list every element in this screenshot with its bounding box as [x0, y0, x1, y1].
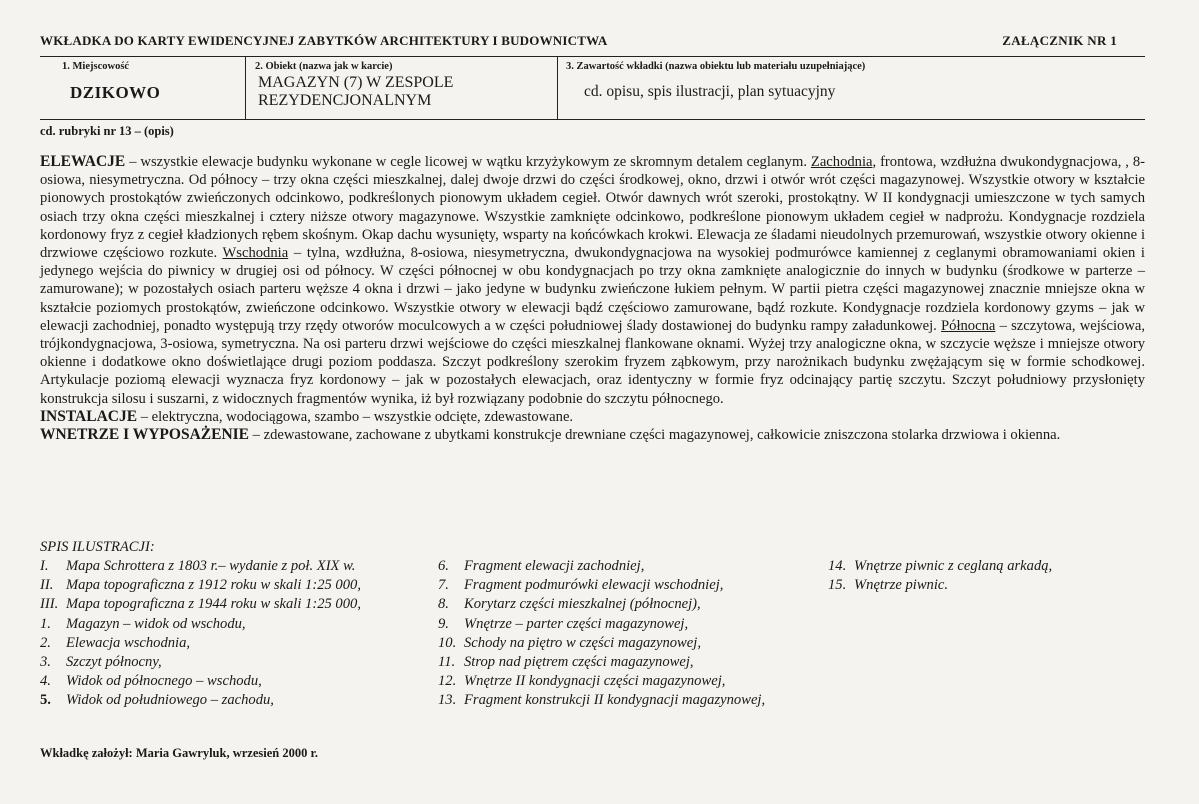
continuation-label: cd. rubryki nr 13 – (opis) — [40, 124, 174, 138]
list-item — [40, 672, 361, 691]
item-text: Wnętrze piwnic z ceglaną arkadą, — [854, 558, 1053, 574]
item-text: Widok od północnego – wschodu, — [66, 673, 262, 690]
list-item — [40, 634, 361, 653]
installations-text: – elektryczna, wodociągowa, szambo – wszystkie odcięte, zdewastowane. — [137, 408, 574, 425]
item-number: III. — [40, 596, 59, 613]
illustrations-column-3 — [828, 557, 1052, 595]
object-value: MAGAZYN (7) W ZESPOLE REZYDENCJONALNYM — [258, 74, 454, 109]
list-item — [40, 595, 361, 614]
item-text: Fragment elewacji zachodniej, — [464, 558, 645, 574]
installations-heading: INSTALACJE — [40, 407, 138, 425]
list-item — [828, 576, 1052, 595]
west-elevation-heading: Zachodnia — [810, 154, 873, 170]
list-item — [40, 576, 361, 595]
item-number: 1. — [40, 615, 51, 632]
locality-value: DZIKOWO — [70, 83, 161, 102]
item-text: Mapa topograficzna z 1912 roku w skali 1:25 000, — [66, 577, 361, 594]
list-item — [438, 653, 765, 672]
interior-heading: WNETRZE I WYPOSAŻENIE — [40, 426, 250, 444]
description-text — [40, 153, 1145, 444]
item-number: 2. — [40, 634, 51, 651]
table-divider-2 — [557, 56, 558, 119]
interior-text: – zdewastowane, zachowane z ubytkami konstrukcje drewniane części magazynowej, całkowicie zniszczona stolarka drzwiowa i okienna. — [249, 427, 1061, 444]
item-text: Szczyt północny, — [66, 654, 162, 671]
north-elevation-text: – szczytowa, wejściowa, trójkondygnacjowa, 3-osiowa, symetryczna. Na osi parteru drzwi wejściowe do części mieszkalnej flankowane oknami. Wyżej trzy analogiczne okna, w szczycie węższe i mniejsze otwory okienne i dodatkowe okno doświetlające drugi poziom poddasza. Szczyt podkreślony szerokim fryzem ząbkowym, przy narożnikach budynku zwężającym się w formie schodkowej. Artykulacje poziomą elewacji wyznacza fryz kordonowy – jak w pozostałych elewacjach, oraz identyczny w formie fryz odcinający partię szczytu. Szczyt południowy przysłonięty konstrukcja silosu i suszarni, z widocznych fragmentów wynika, iż był rozwiązany podobnie do szczytu północnego. — [40, 317, 1145, 407]
document-title: WKŁADKA DO KARTY EWIDENCYJNEJ ZABYTKÓW ARCHITEKTURY I BUDOWNICTWA — [40, 33, 608, 48]
interior-paragraph — [40, 426, 1145, 444]
item-text: Wnętrze II kondygnacji części magazynowej, — [464, 673, 726, 690]
illustrations-heading: SPIS ILUSTRACJI: — [40, 539, 155, 555]
item-text: Schody na piętro w części magazynowej, — [464, 634, 701, 651]
item-number: 14. — [828, 558, 847, 574]
item-number: 9. — [438, 615, 449, 632]
installations-paragraph — [40, 408, 1145, 426]
item-number: 6. — [438, 558, 449, 574]
list-item — [828, 557, 1052, 576]
west-elevation-text: , frontowa, wzdłużna dwukondygnacjowa, , 8- osiowa, niesymetryczna. Od północy – trzy okna części mieszkalnej, dalej dwoje drzwi do części środkowej, okno, drzwi i otwór wrót części magazynowej. Wszystkie otwory w kształcie pionowych prostokątów zwieńczonych odcinkowo, podkreślonych pionowym układem cegieł. Otwór dawnych wrót szeroki, prostokątny. W II kondygnacji umieszczone w tych samych osiach trzy okna części mieszkalnej i cztery niższe otwory magazynowe. Wszystkie zamknięte odcinkowo, podkreślone pionowym układem cegieł w nadprożu. Kondygnacje rozdziela kordonowy fryz z cegieł kładzionych rębem skośnym. Okap dachu wysunięty, wsparty na końcówkach krokwi. Elewacja ze śladami nieudolnych przemurowań, wszystkie otwory okienne i drzwiowe częściowo rozkute. — [40, 154, 1145, 262]
item-text: Elewacja wschodnia, — [66, 634, 191, 651]
list-item — [438, 634, 765, 653]
item-text: Wnętrze – parter części magazynowej, — [464, 615, 689, 632]
list-item — [438, 595, 765, 614]
locality-label: 1. Miejscowość — [62, 61, 130, 72]
list-item — [438, 557, 765, 576]
item-text: Korytarz części mieszkalnej (północnej), — [464, 596, 701, 613]
table-divider-1 — [245, 56, 246, 119]
elevations-intro: – wszystkie elewacje budynku wykonane w cegle licowej w wątku krzyżykowym ze skromnym detalem ceglanym. — [125, 154, 811, 170]
item-number: 7. — [438, 577, 449, 594]
east-elevation-heading: Wschodnia — [222, 245, 289, 262]
table-top-border — [40, 56, 1145, 57]
elevations-heading: ELEWACJE — [40, 153, 126, 170]
list-item — [40, 653, 361, 672]
elevations-paragraph — [40, 153, 1145, 408]
list-item — [40, 615, 361, 634]
author-note: Wkładkę założył: Maria Gawryluk, wrzesień 2000 r. — [40, 746, 318, 760]
item-number: 12. — [438, 673, 457, 690]
item-number: 4. — [40, 673, 51, 690]
list-item — [438, 672, 765, 691]
east-elevation-text: – tylna, wzdłużna, 8-osiowa, niesymetryczna, dwukondygnacjowa na wysokiej podmurówce kamiennej z ceglanymi obramowaniami okien i jedynego wejścia do piwnicy w drugiej osi od północy. W części północnej w obu kondygnacjach po trzy okna zamknięte analogicznie do innych w budynku (środkowe w parterze – zamurowane); w pozostałych osiach parteru węższe 4 okna i drzwi – jako jedyne w budynku zwieńczone łukiem pełnym. W partii pietra części magazynowej znacznie mniejsze okna w kształcie poziomych prostokątów, zwieńczone odcinkowo. Wszystkie otwory w elewacji bądź częściowo zamurowane, bądź rozkute. Kondygnacje rozdziela kordonowy gzyms – jak w elewacji zachodniej, ponadto występują trzy rzędy otworów moculcowych a w części południowej ślady dostawionej do budynku rampy załadunkowej. — [40, 245, 1145, 334]
item-text: Fragment podmurówki elewacji wschodniej, — [464, 577, 724, 594]
item-text: Strop nad piętrem części magazynowej, — [464, 654, 694, 671]
illustrations-column-1 — [40, 557, 361, 711]
annex-number: ZAŁĄCZNIK NR 1 — [1002, 33, 1117, 48]
list-item — [438, 615, 765, 634]
list-item — [40, 691, 361, 710]
item-number: 13. — [438, 692, 457, 709]
content-value: cd. opisu, spis ilustracji, plan sytuacyjny — [584, 83, 836, 100]
list-item — [438, 576, 765, 595]
item-text: Mapa topograficzna z 1944 roku w skali 1:25 000, — [66, 596, 361, 613]
item-number: I. — [40, 558, 49, 574]
illustrations-column-2 — [438, 557, 765, 711]
item-text: Fragment konstrukcji II kondygnacji magazynowej, — [464, 692, 766, 709]
list-item — [40, 557, 361, 576]
item-number: 11. — [438, 654, 456, 671]
content-label: 3. Zawartość wkładki (nazwa obiektu lub materiału uzupełniające) — [566, 61, 866, 72]
item-number: 5. — [40, 692, 51, 709]
item-number: 10. — [438, 634, 457, 651]
item-text: Mapa Schrottera z 1803 r.– wydanie z poł. XIX w. — [66, 558, 356, 574]
item-number: 8. — [438, 596, 449, 613]
item-number: II. — [40, 577, 54, 594]
item-text: Wnętrze piwnic. — [854, 577, 949, 594]
item-text: Widok od południowego – zachodu, — [66, 692, 274, 709]
table-bottom-border — [40, 119, 1145, 120]
item-number: 15. — [828, 577, 847, 594]
item-text: Magazyn – widok od wschodu, — [66, 615, 246, 632]
item-number: 3. — [40, 654, 51, 671]
list-item — [438, 691, 765, 710]
north-elevation-heading: Północna — [941, 317, 996, 334]
object-label: 2. Obiekt (nazwa jak w karcie) — [255, 61, 393, 72]
